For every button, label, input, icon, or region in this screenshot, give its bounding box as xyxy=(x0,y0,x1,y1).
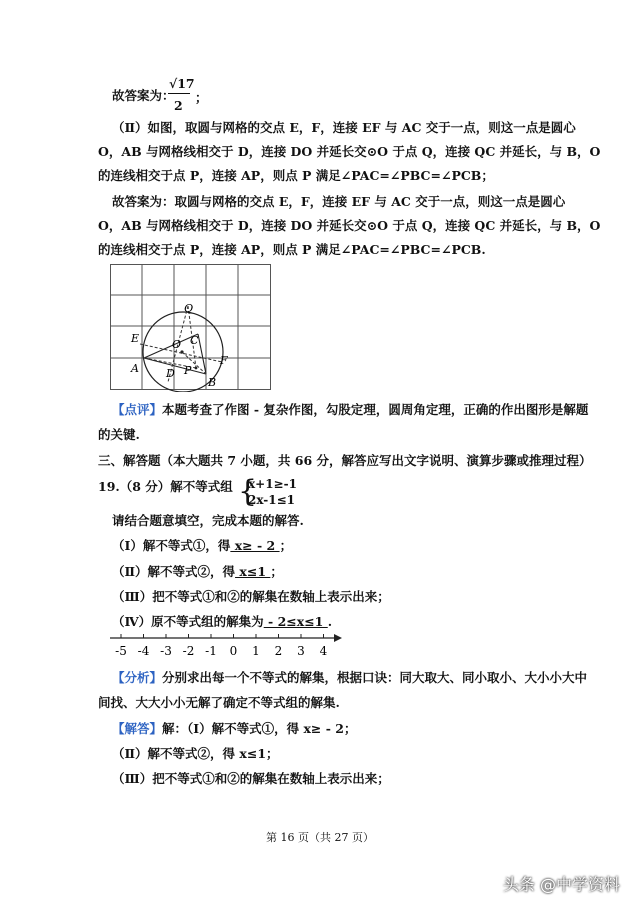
q19-part4-answer: - 2≤x≤1 xyxy=(263,614,328,629)
solution-line2: （Ⅱ）解不等式②，得 x≤1； xyxy=(112,746,279,761)
number-line xyxy=(108,630,348,662)
label-a: A xyxy=(131,362,139,375)
label-b: B xyxy=(208,376,217,389)
comment-line2: 的关键. xyxy=(98,427,140,442)
q19-part2: （Ⅱ）解不等式②，得 x≤1 ； xyxy=(112,564,283,579)
label-d: D xyxy=(166,367,175,380)
solution-tag: 【解答】 xyxy=(112,721,163,736)
axis-tick-label: -2 xyxy=(182,644,195,658)
solution-line1: 【解答】解：（Ⅰ）解不等式①，得 x≥ - 2； xyxy=(112,721,357,736)
axis-tick-label: 2 xyxy=(274,644,283,658)
segment-cb xyxy=(198,334,206,374)
arrow-head xyxy=(334,634,342,642)
fraction-answer xyxy=(165,76,208,116)
fraction-numerator: √17 xyxy=(169,76,195,91)
axis-tick-label: -5 xyxy=(115,644,127,658)
q19-part1: （Ⅰ）解不等式①，得 x≥ - 2 ； xyxy=(112,538,293,553)
comment-tag: 【点评】 xyxy=(112,402,163,417)
inequality-2: 2x-1≤1 xyxy=(248,493,296,507)
part2-line2: O，AB 与网格线相交于 D，连接 DO 并延长交⊙O 于点 Q，连接 QC 并延长，与 B，O xyxy=(98,144,601,159)
inequality-1: x+1≥-1 xyxy=(248,477,297,491)
label-e: E xyxy=(131,332,140,345)
section-title: 三、解答题（本大题共 7 小题，共 66 分，解答应写出文字说明、演算步骤或推理过程） xyxy=(98,453,592,468)
solution-line3: （Ⅲ）把不等式①和②的解集在数轴上表示出来； xyxy=(112,771,390,786)
part2-line3: 的连线相交于点 P，连接 AP，则点 P 满足∠PAC=∠PBC=∠PCB； xyxy=(98,168,494,183)
q19-part3: （Ⅲ）把不等式①和②的解集在数轴上表示出来； xyxy=(112,589,390,604)
axis-tick-label: 1 xyxy=(252,644,260,658)
label-o: O xyxy=(172,338,182,351)
analysis-tag: 【分析】 xyxy=(112,670,163,685)
q19-part1-answer: x≥ - 2 xyxy=(230,538,280,553)
label-q: Q xyxy=(184,302,194,315)
watermark: 头条 @中学资料 xyxy=(502,875,620,894)
q19-part4: （Ⅳ）原不等式组的解集为 - 2≤x≤1 . xyxy=(112,614,333,629)
axis-tick-label: 4 xyxy=(319,644,328,658)
inequality-system xyxy=(248,476,297,508)
fraction-denominator: 2 xyxy=(174,98,183,113)
answer2-line2: O，AB 与网格线相交于 D，连接 DO 并延长交⊙O 于点 Q，连接 QC 并延长，与 B，O xyxy=(98,218,601,233)
axis-tick-label: -3 xyxy=(160,644,172,658)
axis-tick-label: 3 xyxy=(297,644,305,658)
analysis-line2: 间找、大大小小无解了确定不等式组的解集. xyxy=(98,695,340,710)
fraction-semicolon: ； xyxy=(195,90,208,105)
geometry-figure xyxy=(110,264,272,392)
label-p: P xyxy=(184,364,192,377)
comment-line1 xyxy=(112,404,588,417)
comment-text: 本题考查了作图 - 复杂作图，勾股定理，圆周角定理，正确的作出图形是解题 xyxy=(162,402,589,417)
system-brace: { xyxy=(238,474,258,509)
axis-tick-label: 0 xyxy=(229,644,238,658)
axis-tick-label: -1 xyxy=(205,644,217,658)
label-f: F xyxy=(220,354,228,367)
q19-part2-answer: x≤1 xyxy=(235,564,271,579)
analysis-line1: 【分析】分别求出每一个不等式的解集，根据口诀：同大取大、同小取小、大小小大中 xyxy=(112,670,588,685)
label-c: C xyxy=(190,334,199,347)
q19-instruction: 请结合题意填空，完成本题的解答. xyxy=(112,513,304,528)
axis-tick-label: -4 xyxy=(137,644,150,658)
point-p xyxy=(195,367,198,370)
answer-prefix: 故答案为： xyxy=(112,88,175,103)
q19-label: 19.（8 分）解不等式组 xyxy=(98,479,233,494)
part2-line1: （Ⅱ）如图，取圆与网格的交点 E，F，连接 EF 与 AC 交于一点，则这一点是圆心 xyxy=(112,120,576,135)
answer2-line3: 的连线相交于点 P，连接 AP，则点 P 满足∠PAC=∠PBC=∠PCB. xyxy=(98,242,486,257)
page-footer: 第 16 页（共 27 页） xyxy=(266,831,374,844)
fraction-bar xyxy=(168,93,190,94)
answer2-line1: 故答案为：取圆与网格的交点 E，F，连接 EF 与 AC 交于一点，则这一点是圆心 xyxy=(112,194,566,209)
